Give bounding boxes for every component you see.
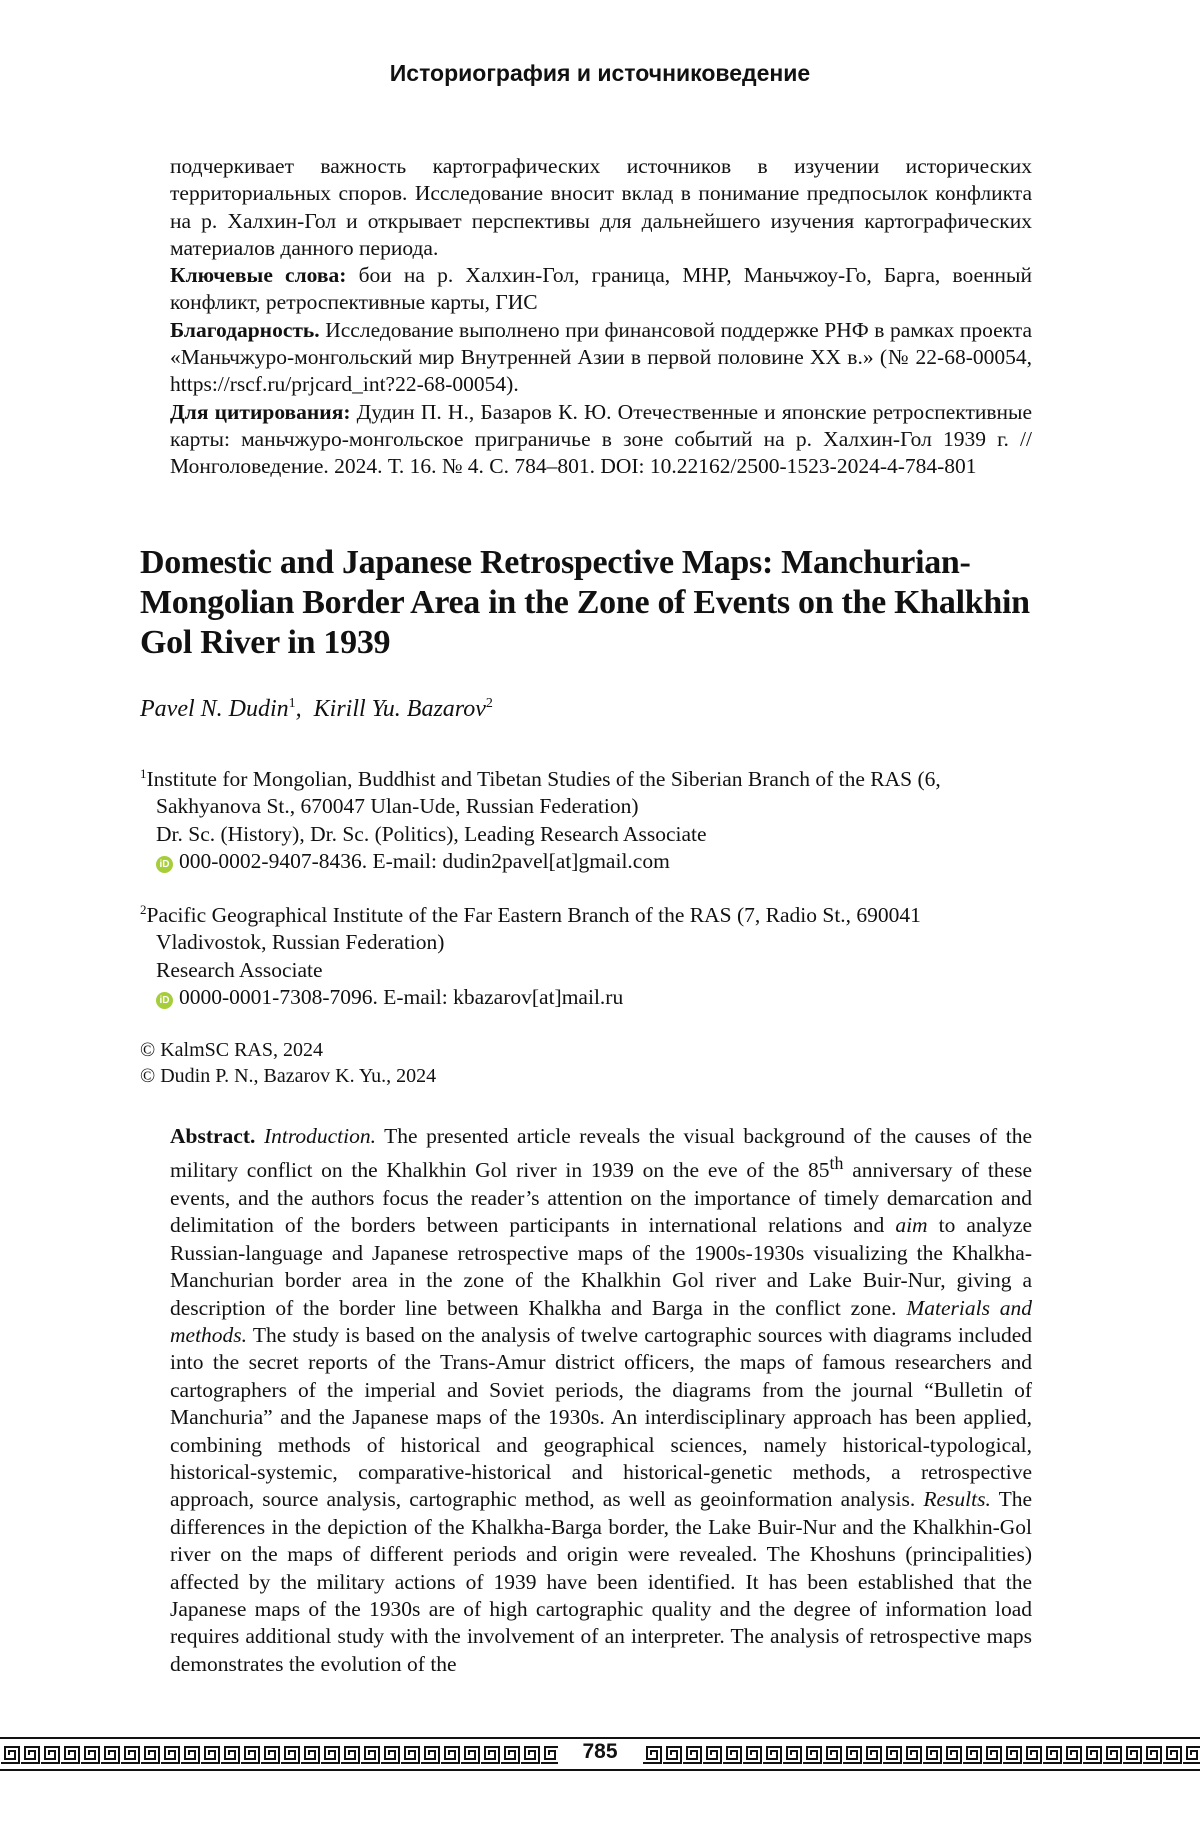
ru-acknowledgment: [170, 317, 1032, 399]
results-text: The differences in the depiction of the Khalkha-Barga border, the Lake Buir-Nur and the Khalkhin-Gol river on the maps of different periods and origin were revealed. The Khoshuns (principalities) affected by the military actions of 1939 have been identified. It has been established that the Japanese maps of the 1930s are of high cartographic quality and the degree of information load requires additional study with the involvement of an interpreter. The analysis of retrospective maps demonstrates the evolution of the: [170, 1487, 1032, 1676]
intro-label: Introduction.: [263, 1124, 377, 1148]
orcid-email-text: 0000-0001-7308-7096. E-mail: kbazarov[at]mail.ru: [179, 985, 624, 1010]
affiliation-orcid: [140, 848, 1065, 875]
intro-text: The presented article reveals the visual background of the causes of the military conflict on the Khalkhin Gol river in 1939 on the eve of the 85: [170, 1124, 1033, 1183]
affiliation-2: [140, 896, 1065, 1011]
ru-ack-text: Исследование выполнено при финансовой поддержке РНФ в рамках проекта «Маньчжуро-монгольский мир Внутренней Азии в первой половине XX в.» (№ 22-68-00054, https://rscf.ru/prjcard_int?22-68-00054).: [170, 317, 1033, 397]
authors-line: Pavel N. Dudin$^1$, Kirill Yu. Bazarov$^2$: [140, 696, 493, 722]
author-sup: 2: [485, 696, 493, 711]
ru-ack-label: Благодарность.: [170, 317, 320, 342]
ru-cite-text: Дудин П. Н., Базаров К. Ю. Отечественные и японские ретроспективные карты: маньчжуро-монгольское приграничье в зоне событий на р. Халхин-Гол 1939 г. // Монголоведение. 2024. Т. 16. № 4. С. 784–801. DOI: 10.22162/2500-1523-2024-4-784-801: [170, 399, 1033, 479]
page-number: 785: [558, 1740, 642, 1764]
ru-keywords-label: Ключевые слова:: [170, 263, 347, 288]
english-abstract: [170, 1123, 1032, 1678]
footer-top-rule: [0, 1737, 1200, 1739]
affiliation-institution: [140, 760, 1065, 793]
ru-abstract-end: подчеркивает важность картографических источников в изучении исторических территориальных споров. Исследование вносит вклад в понимание предпосылок конфликта на р. Халхин-Гол и открывает перспективы для дальнейшего изучения картографических материалов данного периода.: [170, 154, 1032, 260]
affiliation-institution-text: Institute for Mongolian, Buddhist and Tibetan Studies of the Siberian Branch of the RAS (6,: [146, 767, 941, 792]
russian-abstract-block: [170, 153, 1032, 481]
affiliation-orcid: [140, 984, 1065, 1011]
copyright-line: © KalmSC RAS, 2024: [140, 1039, 323, 1061]
orcid-icon[interactable]: iD: [156, 856, 173, 873]
footer-bottom-rule: [0, 1769, 1200, 1771]
affiliation-1: [140, 760, 1065, 875]
methods-text: The study is based on the analysis of twelve cartographic sources with diagrams included into the secret reports of the Trans-Amur district officers, the maps of famous researchers and cartographers of the imperial and Soviet periods, the diagrams from the journal “Bulletin of Manchuria” and the Japanese maps of the 1930s. An interdisciplinary approach has been applied, combining methods of historical and geographical sciences, namely historical-typological, historical-systemic, comparative-historical and historical-genetic methods, a retrospective approach, source analysis, cartographic method, as well as geoinformation analysis.: [170, 1323, 1032, 1512]
ordinal-sup: th: [829, 1153, 844, 1174]
abstract-label: Abstract.: [170, 1124, 256, 1148]
results-label: Results.: [923, 1487, 991, 1512]
ru-cite-label: Для цитирования:: [170, 399, 351, 424]
orcid-icon[interactable]: iD: [156, 992, 173, 1009]
intro-text-cont: anniversary of these events, and the authors focus the reader’s attention on the importance of timely demarcation and delimitation of the borders between participants in international relations and: [170, 1158, 1033, 1238]
copyright-block: [140, 1037, 436, 1089]
ru-citation: [170, 399, 1032, 481]
ru-keywords-text: бои на р. Халхин-Гол, граница, МНР, Маньчжоу-Го, Барга, военный конфликт, ретроспективные карты, ГИС: [170, 263, 1033, 315]
ru-keywords: [170, 262, 1032, 317]
affiliation-sup: 1: [140, 766, 147, 781]
author-name: Kirill Yu. Bazarov: [313, 696, 486, 722]
affiliation-sup: 2: [140, 902, 147, 917]
affiliation-institution-text: Pacific Geographical Institute of the Far Eastern Branch of the RAS (7, Radio St., 690041: [146, 903, 921, 928]
affiliation-address: Sakhyanova St., 670047 Ulan-Ude, Russian Federation): [156, 794, 639, 819]
methods-label: Materials and methods.: [170, 1295, 1033, 1347]
meander-border-right: [642, 1745, 1200, 1765]
copyright-line: © Dudin P. N., Bazarov K. Yu., 2024: [140, 1065, 437, 1087]
affiliation-institution: [140, 896, 1065, 929]
orcid-email-text: 000-0002-9407-8436. E-mail: dudin2pavel[at]gmail.com: [179, 849, 670, 874]
affiliation-position: Research Associate: [156, 957, 323, 982]
affiliation-address: Vladivostok, Russian Federation): [156, 930, 445, 955]
page-footer: [0, 1737, 1200, 1771]
affiliation-position: Dr. Sc. (History), Dr. Sc. (Politics), Leading Research Associate: [156, 821, 707, 846]
aim-text: to analyze Russian-language and Japanese retrospective maps of the 1900s-1930s visualizing the Khalkha-Manchurian border area in the zone of the Khalkhin Gol river and Lake Buir-Nur, giving a description of the border line between Khalkha and Barga in the conflict zone.: [170, 1213, 1033, 1320]
section-header: Историография и источниковедение: [389, 60, 811, 86]
author-name: Pavel N. Dudin: [140, 696, 289, 722]
meander-border-left: [0, 1745, 558, 1765]
author-sup: 1: [288, 696, 296, 711]
article-title-en: Domestic and Japanese Retrospective Maps: Manchurian-Mongolian Border Area in the Zone of Events on the Khalkhin Gol River in 1939: [140, 544, 1030, 661]
aim-label: aim: [895, 1213, 928, 1238]
